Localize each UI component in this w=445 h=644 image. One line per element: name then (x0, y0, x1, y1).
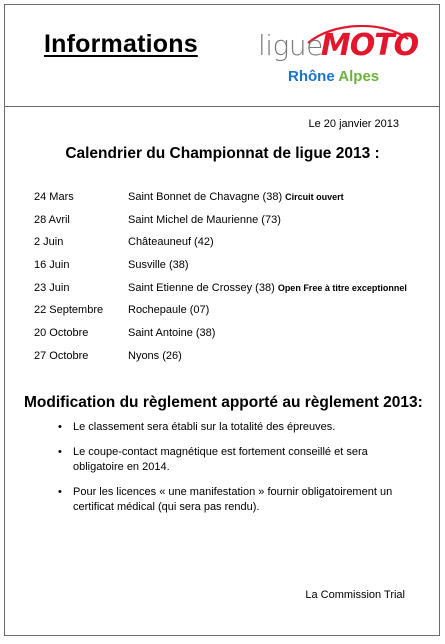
event-place: Nyons (26) (128, 349, 182, 362)
rules-list (58, 420, 408, 525)
event-note: Open Free à titre exceptionnel (277, 282, 407, 293)
event-note: Circuit ouvert (285, 192, 344, 202)
event-place-cell (128, 350, 182, 362)
event-row (34, 327, 434, 350)
event-date: 22 Septembre (34, 304, 104, 317)
rule-text: Le coupe-contact magnétique est fortement conseillé et sera obligatoire en 2014. (73, 445, 368, 473)
event-row (34, 191, 434, 214)
event-row (34, 282, 434, 305)
event-place-cell (128, 214, 281, 226)
logo-region (288, 68, 379, 85)
rule-item (58, 445, 408, 476)
logo-wordmark (258, 28, 418, 68)
event-place: Saint Michel de Maurienne (73) (128, 213, 281, 226)
bullet-icon: • (58, 445, 62, 458)
bullet-icon: • (58, 485, 62, 498)
event-place-cell (128, 304, 209, 316)
rule-item (58, 420, 408, 436)
page-title: Informations (44, 30, 198, 58)
event-row (34, 214, 434, 237)
event-place-cell (128, 236, 214, 248)
event-place: Saint Etienne de Crossey (38) (128, 281, 275, 294)
bullet-icon: • (58, 421, 62, 433)
header-divider (4, 106, 440, 107)
logo-ligue-text: ligue (258, 29, 323, 62)
modifications-title: Modification du règlement apporté au règlement 2013: (24, 394, 423, 411)
event-date: 27 Octobre (34, 349, 89, 362)
document-date: Le 20 janvier 2013 (308, 118, 399, 130)
event-date: 16 Juin (34, 259, 70, 272)
signature: La Commission Trial (305, 589, 405, 601)
event-row (34, 236, 434, 259)
event-date: 23 Juin (34, 281, 70, 294)
event-place-cell (128, 327, 215, 339)
ligue-moto-logo (258, 28, 419, 90)
event-date: 2 Juin (34, 236, 64, 249)
event-row (34, 304, 434, 327)
event-list (34, 191, 434, 373)
event-date: 20 Octobre (34, 327, 89, 340)
event-place: Saint Antoine (38) (128, 327, 216, 340)
event-place-cell (128, 282, 407, 294)
rule-item (58, 485, 408, 516)
event-row (34, 259, 434, 282)
event-place: Saint Bonnet de Chavagne (38) (128, 191, 283, 203)
event-place: Châteauneuf (42) (128, 236, 214, 249)
event-place: Susville (38) (128, 259, 189, 272)
logo-moto-text: MOTO (320, 28, 419, 63)
logo-alpes-text: Alpes (338, 68, 380, 85)
rule-text: Le classement sera établi sur la totalité des épreuves. (73, 421, 336, 433)
event-date: 28 Avril (34, 213, 70, 226)
event-row (34, 350, 434, 373)
rule-text: Pour les licences « une manifestation » fournir obligatoirement un certificat médical (qui sera pas rendu). (73, 485, 393, 513)
calendar-title: Calendrier du Championnat de ligue 2013 : (65, 145, 380, 162)
event-place: Rochepaule (07) (128, 304, 210, 317)
event-place-cell (128, 259, 189, 271)
event-place-cell (128, 191, 344, 203)
logo-rhone-text: Rhône (288, 68, 335, 85)
event-date: 24 Mars (34, 191, 74, 203)
